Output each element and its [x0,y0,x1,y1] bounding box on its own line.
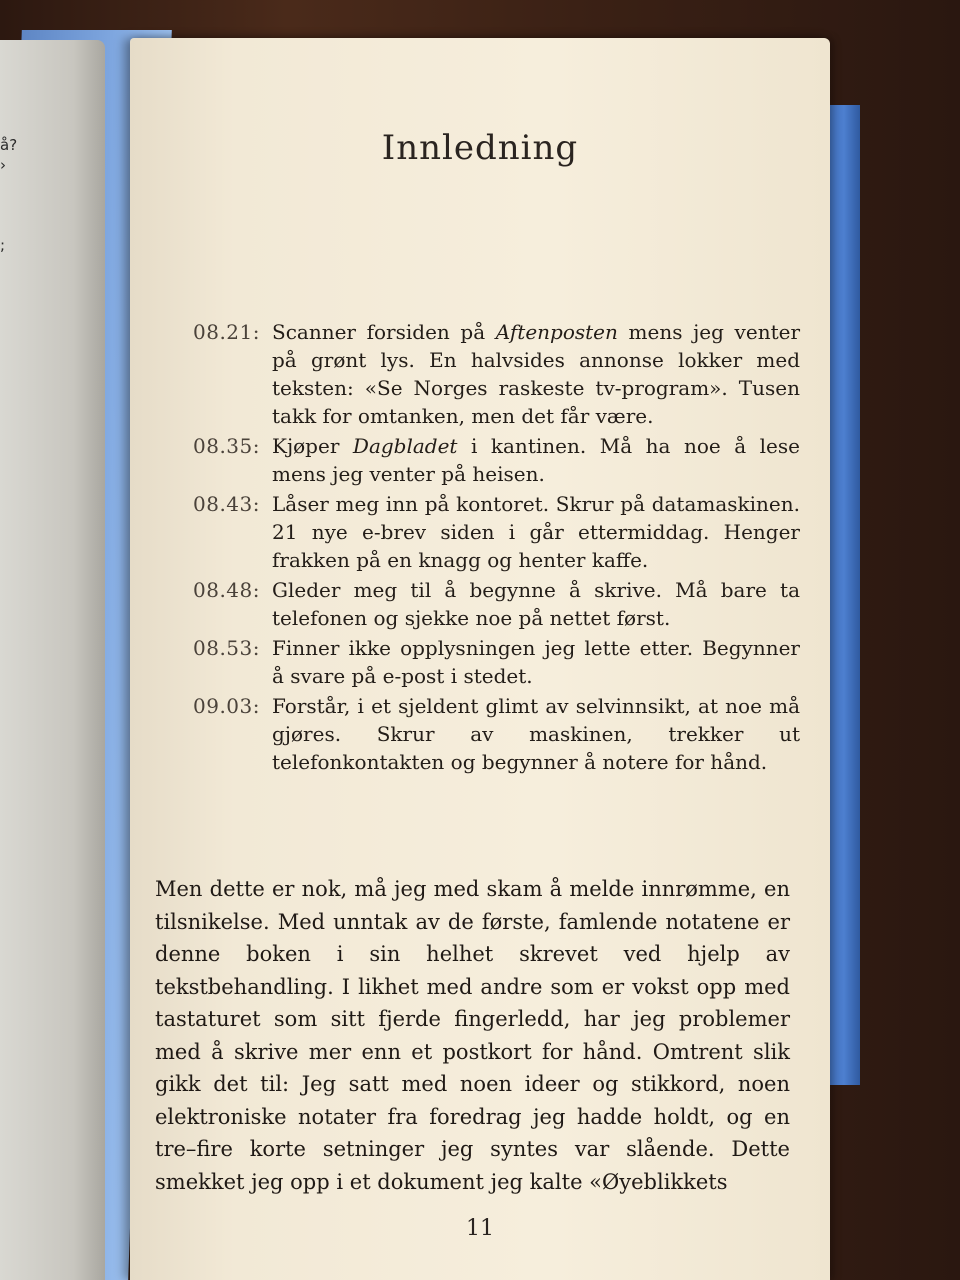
left-page [0,40,105,1280]
diary-entry [160,318,800,430]
entry-text: Gleder meg til å begynne å skrive. Må bare ta telefonen og sjekke noe på nettet først. [272,578,800,630]
diary-entries [160,318,800,778]
diary-entry [160,490,800,574]
left-page-fragment: ; [0,236,6,254]
entry-text: Finner ikke opplysningen jeg lette etter. Begynner å svare på e-post i stedet. [272,636,800,688]
entry-time: 08.48: [193,578,260,602]
entry-text-part: mens jeg venter på grønt lys. En halvsides annonse lokker med teksten: «Se Norges raskeste tv-program». Tusen takk for omtanken, men det får være. [272,320,801,428]
entry-text: Låser meg inn på kontoret. Skrur på datamaskinen. 21 nye e-brev siden i går ettermiddag. Henger frakken på en knagg og henter kaffe. [272,492,800,572]
entry-text [272,318,800,430]
entry-time: 08.43: [193,492,260,516]
entry-text-part: i kantinen. Må ha noe å lese mens jeg venter på heisen. [272,434,800,486]
entry-time: 08.53: [193,636,260,660]
page-number: 11 [466,1216,494,1241]
left-page-fragments [0,135,20,255]
entry-text-emphasis: Aftenposten [495,320,618,344]
entry-text-part: Scanner forsiden på [272,320,496,344]
left-page-fragment: å? [0,136,18,154]
entry-time: 09.03: [193,694,260,718]
diary-entry [160,432,800,488]
entry-time: 08.35: [193,434,260,458]
entry-text: Forstår, i et sjeldent glimt av selvinnsikt, at noe må gjøres. Skrur av maskinen, trekker ut telefonkontakten og begynner å notere for hånd. [272,694,800,774]
body-paragraph: Men dette er nok, må jeg med skam å melde innrømme, en tilsnikelse. Med unntak av de første, famlende notatene er denne boken i sin helhet skrevet ved hjelp av tekstbehandling. I likhet med andre som er vokst opp med tastaturet som sitt fjerde fingerledd, har jeg problemer med å skrive mer enn et postkort for hånd. Omtrent slik gikk det til: Jeg satt med noen ideer og stikkord, noen elektroniske notater fra foredrag jeg hadde holdt, og en tre–fire korte setninger jeg syntes var slående. Dette smekket jeg opp i et dokument jeg kalte «Øyeblikkets [155,877,790,1194]
entry-text-emphasis: Dagbladet [352,434,458,458]
entry-text [272,432,800,488]
left-page-fragment: › [0,156,6,174]
book-page [130,38,830,1280]
entry-time: 08.21: [193,320,260,344]
diary-entry [160,576,800,632]
entry-text-part: Kjøper [272,434,353,458]
diary-entry [160,634,800,690]
chapter-title: Innledning [381,128,579,168]
diary-entry [160,692,800,776]
